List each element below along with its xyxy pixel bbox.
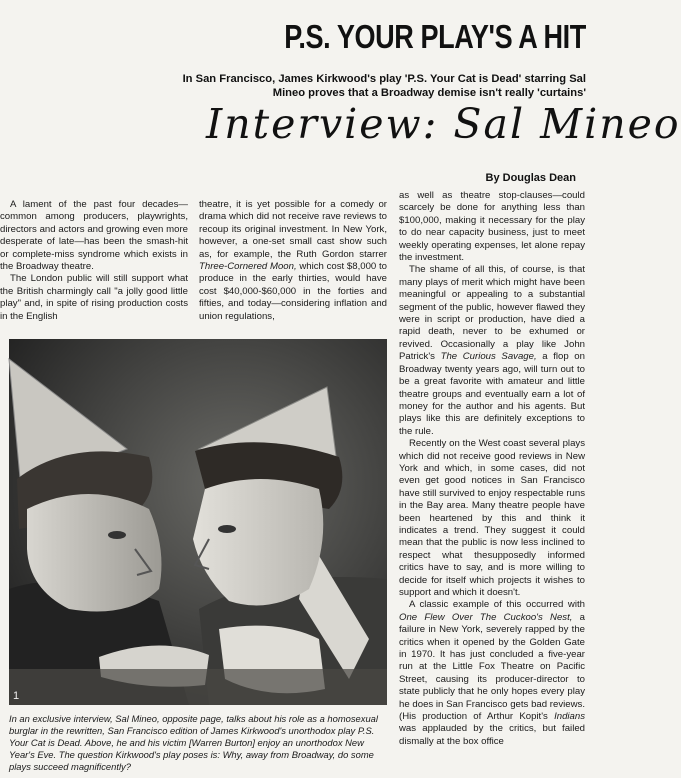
photo-number: 1 — [13, 690, 20, 702]
col3-p4-text-c: was applauded by the critics, but failed dismally at the box office — [399, 723, 585, 747]
col3-paragraph-3: Recently on the West coast several plays which did not receive good reviews in New York and which, in some cases, did not even get good notices in San Francisco have still survived to enjoy respectable runs in the Bay area. Many theatre people have been heartened by this and think it indicates a trend. They suggest it could mean that the public is now less inclined to respect what thesupposedly informed critics have to say, and is more willing to decide for itself which projects it wishes to support and which it doesn't. — [399, 438, 585, 598]
col3-paragraph-1: as well as theatre stop-clauses—could scarcely be done for anything less than $100,000, making it necessary for the play to do near capacity business, just to meet weekly operating expenses, let alone repay the investment. — [399, 190, 585, 264]
col3-play-title-indians: Indians — [554, 711, 585, 723]
col3-p4-text-a: A classic example of this occurred with — [409, 599, 585, 611]
photo-caption: In an exclusive interview, Sal Mineo, opposite page, talks about his role as a homosexual burglar in the rewritten, San Francisco edition of James Kirkwood's unorthodox play P.S. Your Cat is Dead. Above, he and his victim [Warren Burton] enjoy an unorthodox New Year's Eve. The question Kirkwood's play poses is: Why, away from Broadway, do some plays succeed magnificently? — [9, 713, 378, 772]
column-3 — [399, 190, 585, 748]
column-1 — [0, 199, 188, 323]
col3-p2-text-a: The shame of all this, of course, is that many plays of merit which might have been meaningful or appealing to a substantial segment of the public, however flawed they were in script or production, have died a rapid death, never to be exhumed or revived. Occasionally a play like John Patrick's — [399, 264, 585, 363]
col3-paragraph-2 — [399, 264, 585, 438]
col1-paragraph-2: The London public will still support what the British charmingly call "a jolly good little play" and, in spite of rising production costs in the English — [0, 273, 188, 322]
col3-p4-text-b: a failure in New York, severely rapped by the critics when it opened by the Golden Gate in 1970. It has just concluded a five-year run at the Little Fox Theatre on Pacific Street, causing its producer-director to state publicly that he only hopes every play he does in San Francisco gets bad reviews. (His production of Arthur Kopit's — [399, 611, 585, 723]
col2-text-b: which cost $8,000 to produce in the early thirties, would have cost $40,000-$60,000 in the forties and fifties, and today—considering inflation and union regulations, — [199, 261, 387, 322]
col3-p2-text-b: a flop on Broadway twenty years ago, will turn out to be a great favorite with amateur and little theatre groups and eventually earn a lot of money for the author and his agents. But plays like this are definitely exceptions to the rule. — [399, 351, 585, 437]
col1-paragraph-1: A lament of the past four decades—common among producers, playwrights, directors and actors and growing even more desperate of late—has been the smash-hit or complete-miss syndrome which exists in the Broadway theatre. — [0, 199, 188, 273]
col3-play-title-cuckoo: One Flew Over The Cuckoo's Nest, — [399, 611, 573, 623]
col2-text-a: theatre, it is yet possible for a comedy or drama which did not receive rave reviews to recoup its original investment. In New York, however, a one-set small cast show such as, for example, the Ruth Gordon starrer — [199, 199, 387, 260]
photo-illustration — [9, 339, 387, 705]
article-photo — [9, 339, 387, 705]
col3-play-title: The Curious Savage, — [440, 351, 537, 363]
byline: By Douglas Dean — [485, 172, 576, 184]
col3-paragraph-4 — [399, 599, 585, 748]
headline: P.S. YOUR PLAY'S A HIT — [284, 18, 586, 55]
article-title: Interview: Sal Mineo — [206, 100, 681, 148]
col2-play-title: Three-Cornered Moon, — [199, 261, 297, 273]
column-2 — [199, 199, 387, 323]
deck: In San Francisco, James Kirkwood's play 'P.S. Your Cat is Dead' starring Sal Mineo proves that a Broadway demise isn't really 'curtains' — [182, 73, 586, 99]
col2-paragraph-1 — [199, 199, 387, 323]
